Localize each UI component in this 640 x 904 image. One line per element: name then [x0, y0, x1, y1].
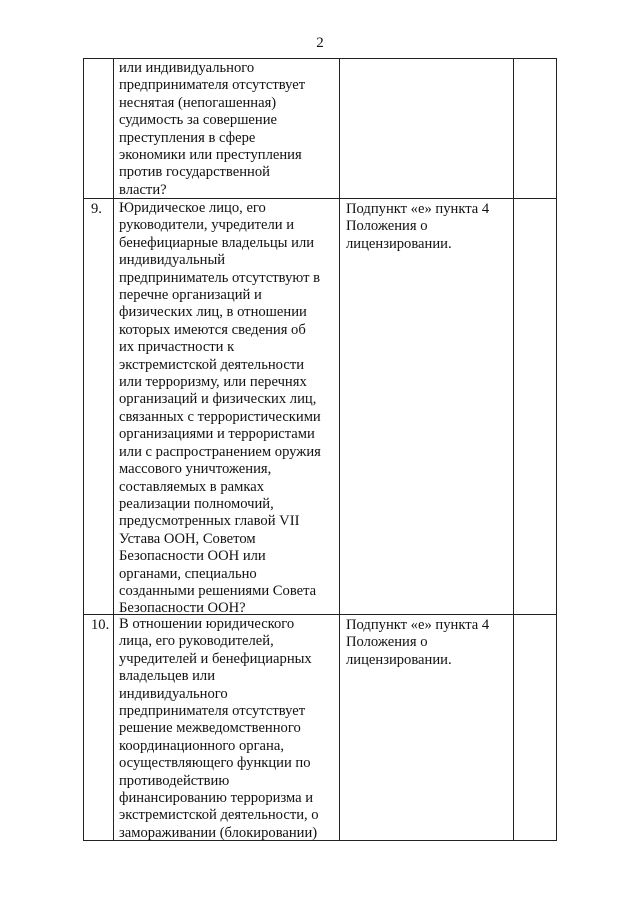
table-row: [84, 615, 556, 840]
answer-cell: [514, 615, 556, 840]
requirement-question-cell: Юридическое лицо, его руководители, учредители и бенефициарные владельцы или индивидуальный предприниматель отсутствуют в перечне организаций и физических лиц, в отношении которых имеются сведения об их причастности к экстремистской деятельности или терроризму, или перечнях организаций и физических лиц, связанных с террористическими организациями и террористами или с распространением оружия массового уничтожения, составляемых в рамках реализации полномочий, предусмотренных главой VII Устава ООН, Советом Безопасности ООН или органами, специально созданными решениями Совета Безопасности ООН?: [114, 199, 340, 614]
row-number-cell: 10.: [84, 615, 114, 840]
table-row: [84, 59, 556, 199]
requirement-question-cell: В отношении юридического лица, его руководителей, учредителей и бенефициарных владельцев или индивидуального предпринимателя отсутствует решение межведомственного координационного органа, осуществляющего функции по противодействию финансированию терроризма и экстремистской деятельности, о замораживании (блокировании): [114, 615, 340, 840]
legal-reference-cell: Подпункт «е» пункта 4 Положения о лицензировании.: [340, 615, 514, 840]
row-number-cell: 9.: [84, 199, 114, 614]
answer-cell: [514, 199, 556, 614]
requirements-table: [83, 58, 557, 841]
answer-cell: [514, 59, 556, 198]
requirement-question-cell: или индивидуального предпринимателя отсутствует неснятая (непогашенная) судимость за совершение преступления в сфере экономики или преступления против государственной власти?: [114, 59, 340, 198]
table-row: [84, 199, 556, 615]
legal-reference-cell: Подпункт «е» пункта 4 Положения о лицензировании.: [340, 199, 514, 614]
row-number-cell: [84, 59, 114, 198]
page-number: 2: [316, 35, 324, 51]
legal-reference-cell: [340, 59, 514, 198]
